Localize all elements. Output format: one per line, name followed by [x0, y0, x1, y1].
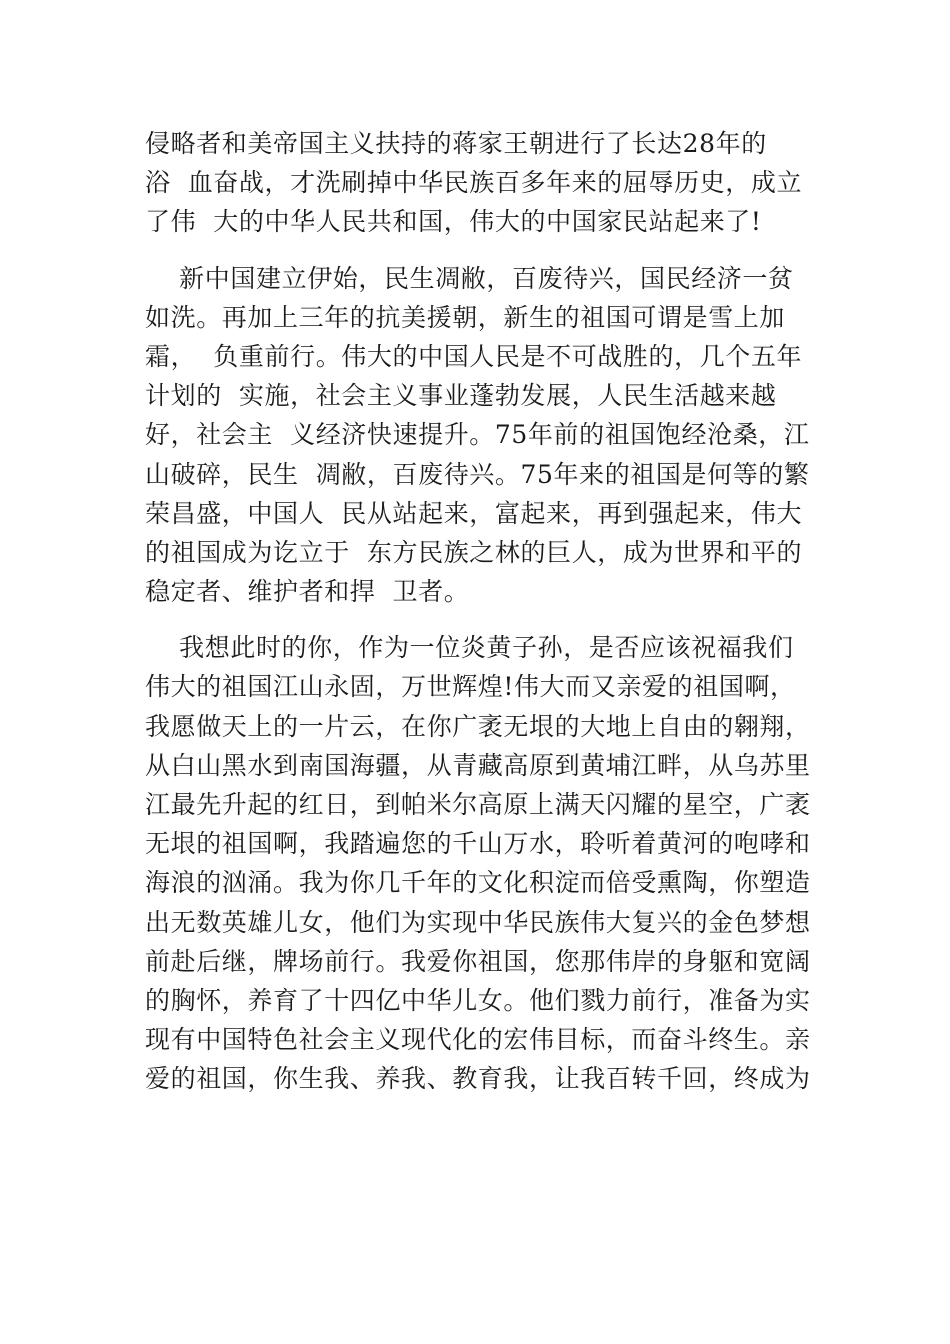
text-line: 了伟 大的中华人民共和国，伟大的中国家民站起来了!	[145, 207, 762, 237]
text-line: 新中国建立伊始，民生凋敝，百废待兴，国民经济一贫	[145, 263, 794, 293]
text-line: 伟大的祖国江山永固，万世辉煌!伟大而又亲爱的祖国啊，	[145, 672, 796, 702]
text-line: 霜， 负重前行。伟大的中国人民是不可战胜的，几个五年	[145, 341, 803, 371]
paragraph	[145, 259, 825, 612]
document-body	[145, 124, 825, 1099]
paragraph	[145, 628, 825, 1098]
text-line: 山破碎，民生 凋敝，百废待兴。75年来的祖国是何等的繁	[145, 459, 810, 489]
text-line: 荣昌盛，中国人 民从站起来，富起来，再到强起来，伟大	[145, 498, 803, 528]
text-line: 计划的 实施，社会主义事业蓬勃发展，人民生活越来越	[145, 381, 777, 411]
text-line: 我想此时的你，作为一位炎黄子孙，是否应该祝福我们	[145, 633, 794, 663]
text-line: 侵略者和美帝国主义扶持的蒋家王朝进行了长达28年的	[145, 129, 767, 158]
text-line: 我愿做天上的一片云，在你广袤无垠的大地上自由的翱翔，	[145, 711, 811, 741]
text-line: 江最先升起的红日，到帕米尔高原上满天闪耀的星空，广袤	[145, 790, 811, 819]
text-line: 无垠的祖国啊，我踏遍您的千山万水，聆听着黄河的咆哮和	[145, 829, 811, 859]
paragraph-gap	[145, 242, 825, 259]
text-line: 从白山黑水到南国海疆，从青藏高原到黄埔江畔，从乌苏里	[145, 750, 811, 780]
text-line: 好，社会主 义经济快速提升。75年前的祖国饱经沧桑，江	[145, 420, 810, 450]
text-line: 稳定者、维护者和捍 卫者。	[145, 577, 470, 607]
text-line: 海浪的汹涌。我为你几千年的文化积淀而倍受熏陶，你塑造	[145, 868, 811, 898]
text-line: 现有中国特色社会主义现代化的宏伟目标，而奋斗终生。亲	[145, 1025, 811, 1055]
paragraph	[145, 124, 825, 242]
paragraph-gap	[145, 611, 825, 628]
text-line: 的祖国成为讫立于 东方民族之林的巨人，成为世界和平的	[145, 537, 803, 567]
text-line: 前赴后继，牌场前行。我爱你祖国，您那伟岸的身躯和宽阔	[145, 946, 811, 976]
text-line: 如洗。再加上三年的抗美援朝，新生的祖国可谓是雪上加	[145, 302, 786, 332]
text-line: 浴 血奋战，才洗刷掉中华民族百多年来的屈辱历史，成立	[145, 168, 803, 198]
text-line: 出无数英雄儿女，他们为实现中华民族伟大复兴的金色梦想	[145, 907, 811, 937]
text-line: 爱的祖国，你生我、养我、教育我，让我百转千回，终成为	[145, 1064, 811, 1094]
text-line: 的胸怀，养育了十四亿中华儿女。他们戮力前行，准备为实	[145, 985, 811, 1015]
